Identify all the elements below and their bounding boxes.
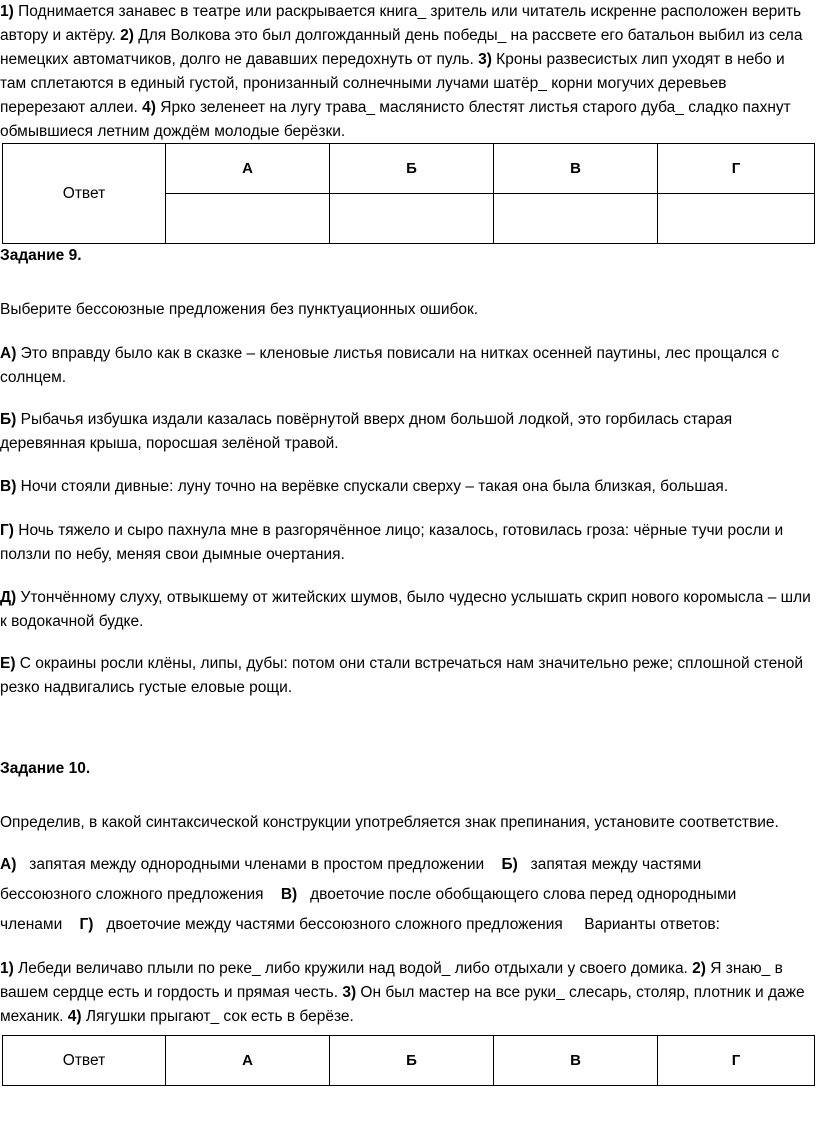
sentence-text: Ярко зеленеет на лугу трава_ маслянисто блестят листья старого дуба_ сладко пахнут обмывшиеся летним дождём молодые берёзки. [0,99,791,140]
column-header-a: А [166,144,330,194]
sentence-number: 4) [142,99,156,116]
option-letter: В) [0,478,17,495]
variant-number: 2) [692,960,706,977]
variant-text: Я знаю_ в вашем сердце есть и гордость и прямая честь. [0,960,783,1001]
answer-cell-a[interactable] [166,194,330,244]
sentence-text: Для Волкова это был долгожданный день победы_ на рассвете его батальон выбил из села немецких автоматчиков, долго не дававших передохнуть от пуль. [0,27,803,68]
task10-variants [0,957,814,1029]
category-letter: Б) [501,856,518,873]
option-text: С окраины росли клёны, липы, дубы: потом они стали встречаться нам значительно реже; сплошной стеной резко надвигались густые еловые рощи. [0,655,804,696]
sentence-number: 1) [0,3,14,20]
column-header-b: Б [330,144,494,194]
category-letter: В) [280,886,298,903]
task10-answer-table [2,1035,815,1086]
column-header-v: В [494,144,658,194]
task9-option-b [0,408,814,456]
column-header-g: Г [658,1036,815,1086]
task9-title: Задание 9. [0,247,82,264]
column-header-g: Г [658,144,815,194]
task8-paragraph [0,0,814,144]
variant-text: Он был мастер на все руки_ слесарь, столяр, плотник и даже механик. [0,984,805,1025]
task9-option-a [0,342,814,390]
task9-option-v [0,475,814,499]
task9-option-g [0,519,814,567]
option-letter: Г) [0,522,14,539]
option-letter: Б) [0,411,17,428]
task10-title: Задание 10. [0,760,91,777]
task10-categories-line1 [0,853,814,877]
category-letter: А) [0,856,17,873]
option-text: Ночи стояли дивные: луну точно на верёвке спускали сверху – такая она была близкая, большая. [16,478,729,495]
answer-cell-v[interactable] [494,194,658,244]
category-letter: Г) [79,916,94,933]
sentence-number: 3) [478,51,492,68]
category-text: двоеточие после обобщающего слова перед однородными [297,886,737,903]
answer-label: Ответ [3,144,166,244]
option-text: Ночь тяжело и сыро пахнула мне в разгорячённое лицо; казалось, готовилась гроза: чёрные тучи росли и ползли по небу, меняя свои дымные очертания. [0,522,784,563]
option-text: Это вправду было как в сказке – кленовые листья повисали на нитках осенней паутины, лес прощался с солнцем. [0,345,780,386]
answer-cell-g[interactable] [658,194,815,244]
option-letter: Е) [0,655,16,672]
answer-cell-b[interactable] [330,194,494,244]
column-header-b: Б [330,1036,494,1086]
sentence-text: Кроны развесистых лип уходят в небо и там сплетаются в единый густой, пронизанный солнечными лучами шатёр_ корни могучих деревьев перерезают аллеи. [0,51,785,116]
task9-prompt: Выберите бессоюзные предложения без пунктуационных ошибок. [0,301,479,318]
answer-label: Ответ [3,1036,166,1086]
category-text: запятая между частями [517,856,702,873]
sentence-number: 2) [120,27,134,44]
category-text: членами [0,916,80,933]
variant-number: 4) [67,1008,82,1025]
variant-text: Лягушки прыгают_ сок есть в берёзе. [81,1008,354,1025]
column-header-v: В [494,1036,658,1086]
variant-number: 3) [342,984,357,1001]
option-letter: А) [0,345,17,362]
option-text: Рыбачья избушка издали казалась повёрнутой вверх дном большой лодкой, это горбилась старая деревянная крыша, поросшая зелёной травой. [0,411,733,452]
task10-categories-line3 [0,913,814,937]
category-text: двоеточие между частями бессоюзного сложного предложения Варианты ответов: [93,916,720,933]
variant-text: Лебеди величаво плыли по реке_ либо кружили над водой_ либо отдыхали у своего домика. [13,960,693,977]
task9-option-e [0,652,814,700]
task8-answer-table [2,143,815,244]
option-letter: Д) [0,589,17,606]
category-text: запятая между однородными членами в простом предложении [16,856,502,873]
task9-option-d [0,586,814,634]
task10-prompt: Определив, в какой синтаксической конструкции употребляется знак препинания, установите соответствие. [0,814,779,831]
column-header-a: А [166,1036,330,1086]
category-text: бессоюзного сложного предложения [0,886,281,903]
option-text: Утончённому слуху, отвыкшему от житейских шумов, было чудесно услышать скрип нового коромысла – шли к водокачной будке. [0,589,811,630]
variant-number: 1) [0,960,14,977]
sentence-text: Поднимается занавес в театре или раскрывается книга_ зритель или читатель искренне расположен верить автору и актёру. [0,3,802,44]
task10-categories-line2 [0,883,814,907]
